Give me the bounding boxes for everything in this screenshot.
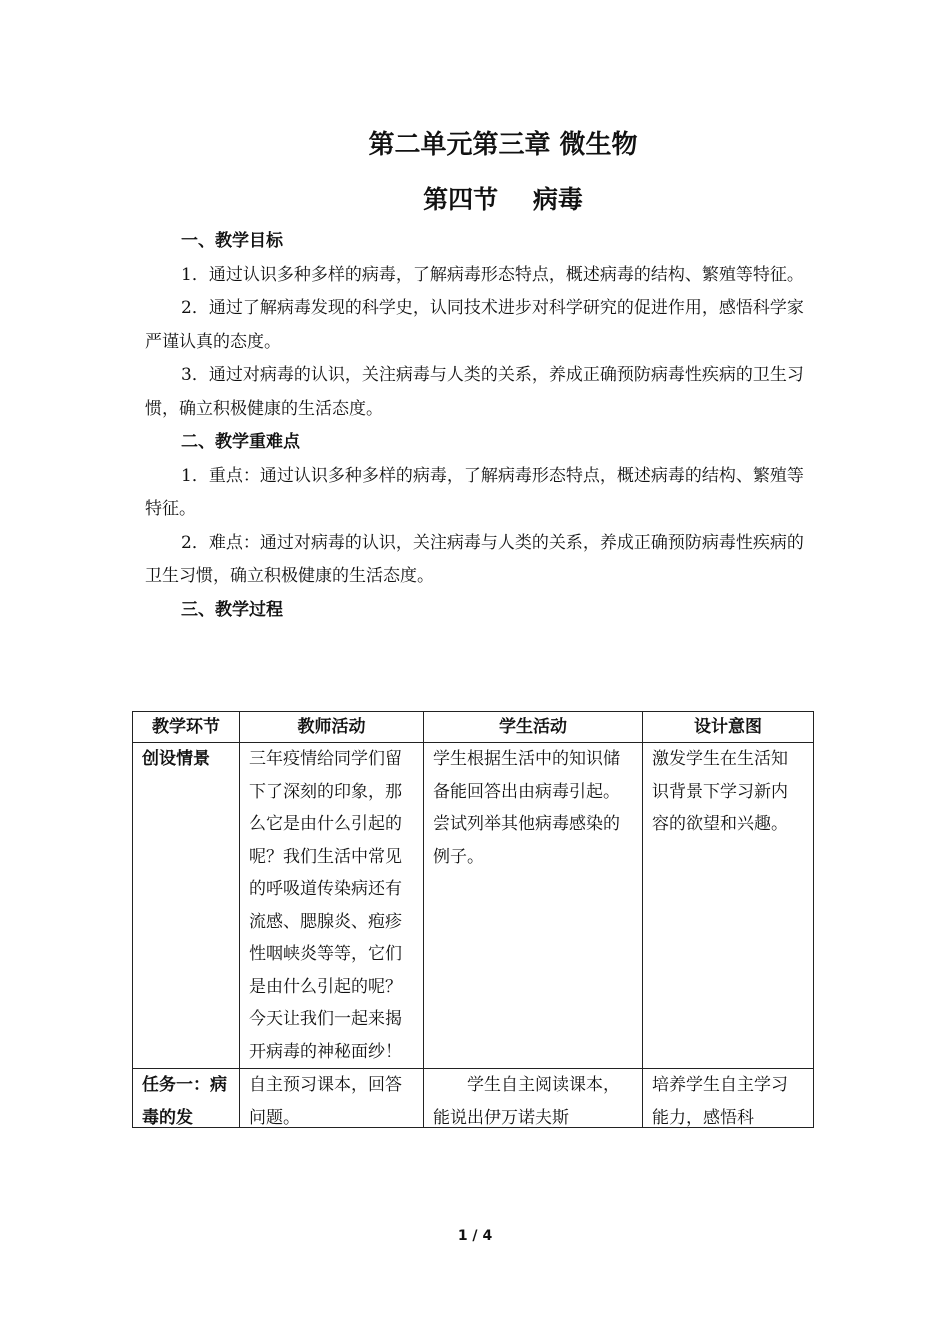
- student-activity-cell: 学生根据生活中的知识储备能回答出由病毒引起。尝试列举其他病毒感染的例子。: [424, 743, 643, 1069]
- keypoints-heading: 二、教学重难点: [181, 432, 300, 452]
- table-header-row: [133, 712, 814, 743]
- document-title: 第二单元第三章 微生物: [368, 130, 638, 160]
- intent-text: 培养学生自主学习能力，感悟科: [652, 1075, 788, 1127]
- table-row: [133, 743, 814, 1069]
- objectives-heading: 一、教学目标: [181, 231, 283, 251]
- total-pages: 4: [482, 1228, 493, 1244]
- document-body: [145, 225, 815, 627]
- page-number: 1 / 4: [457, 1228, 493, 1244]
- objective-item: 3．通过对病毒的认识，关注病毒与人类的关系，养成正确预防病毒性疾病的卫生习惯，确立积极健康的生活态度。: [145, 365, 804, 419]
- process-heading: 三、教学过程: [181, 599, 283, 620]
- table-row: [133, 1069, 814, 1128]
- objective-item: 2．通过了解病毒发现的科学史，认同技术进步对科学研究的促进作用，感悟科学家严谨认真的态度。: [145, 298, 804, 352]
- current-page: 1: [457, 1228, 468, 1244]
- keypoint-item: 2．难点：通过对病毒的认识，关注病毒与人类的关系，养成正确预防病毒性疾病的卫生习惯，确立积极健康的生活态度。: [145, 532, 804, 586]
- design-intent-cell: [643, 1069, 814, 1128]
- section-subtitle: 第四节 病毒: [423, 185, 583, 214]
- teacher-activity-cell: 三年疫情给同学们留下了深刻的印象，那么它是由什么引起的呢？我们生活中常见的呼吸道传染病还有流感、腮腺炎、疱疹性咽峡炎等等，它们是由什么引起的呢？今天让我们一起来揭开病毒的神秘面纱！: [240, 743, 424, 1069]
- column-header: 教师活动: [240, 712, 424, 743]
- lesson-process-table: [132, 711, 814, 1128]
- objective-item: 1．通过认识多种多样的病毒，了解病毒形态特点，概述病毒的结构、繁殖等特征。: [181, 264, 804, 285]
- design-intent-cell: 激发学生在生活知识背景下学习新内容的欲望和兴趣。: [643, 743, 814, 1069]
- stage-cell: 创设情景: [133, 743, 240, 1069]
- column-header: 教学环节: [133, 712, 240, 743]
- student-text: 学生自主阅读课本，能说出伊万诺夫斯: [433, 1075, 620, 1127]
- teacher-activity-cell: [240, 1069, 424, 1128]
- teacher-text: 自主预习课本，回答问题。: [249, 1075, 402, 1127]
- keypoint-item: 1．重点：通过认识多种多样的病毒，了解病毒形态特点，概述病毒的结构、繁殖等特征。: [145, 465, 804, 519]
- column-header: 学生活动: [424, 712, 643, 743]
- student-activity-cell: [424, 1069, 643, 1128]
- stage-cell: [133, 1069, 240, 1128]
- column-header: 设计意图: [643, 712, 814, 743]
- stage-text: 任务一：病毒的发: [142, 1075, 227, 1127]
